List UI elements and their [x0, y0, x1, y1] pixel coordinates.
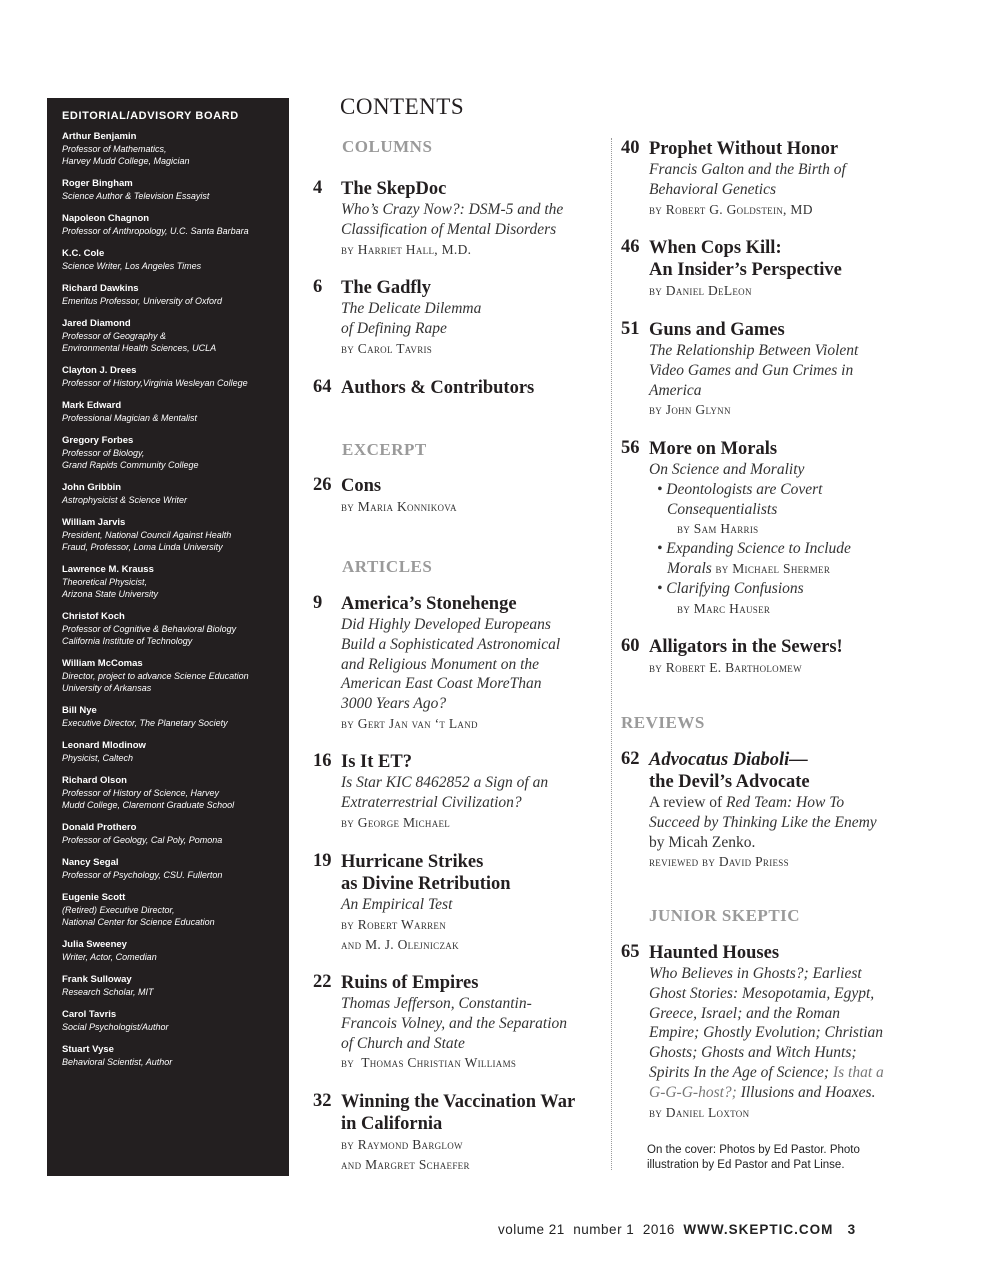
- board-member: [62, 892, 279, 928]
- review-description: A review of Red Team: How To Succeed by Thinking Like the Enemy by Micah Zenko.: [649, 794, 877, 851]
- member-name: Christof Koch: [62, 611, 125, 622]
- page-number: 32: [313, 1091, 332, 1111]
- entry-byline: by Robert Warren and M. J. Olejniczak: [341, 916, 459, 952]
- member-name: Lawrence M. Krauss: [62, 564, 154, 575]
- entry-subtitle: The Delicate Dilemma of Defining Rape: [341, 300, 482, 337]
- page-number: 51: [621, 319, 640, 339]
- member-role: Arizona State University: [62, 589, 159, 599]
- member-role: California Institute of Technology: [62, 636, 193, 646]
- toc-entry-et[interactable]: [313, 751, 603, 832]
- entry-byline: by John Glynn: [649, 402, 731, 418]
- page-number: 22: [313, 972, 332, 992]
- toc-entry-hurricane[interactable]: [313, 851, 603, 954]
- entry-byline: by George Michael: [341, 814, 451, 830]
- page-number: 9: [313, 593, 323, 613]
- member-name: Napoleon Chagnon: [62, 213, 150, 224]
- board-member: [62, 658, 279, 694]
- column-divider: [611, 138, 612, 1170]
- member-role: Mudd College, Claremont Graduate School: [62, 800, 235, 810]
- member-name: Frank Sulloway: [62, 974, 132, 985]
- member-name: Gregory Forbes: [62, 435, 134, 446]
- member-role: Social Psychologist/Author: [62, 1022, 169, 1032]
- member-role: Professional Magician & Mentalist: [62, 413, 198, 423]
- board-members: [62, 131, 279, 1068]
- entry-byline: by Carol Tavris: [341, 340, 433, 356]
- section-articles: ARTICLES: [342, 557, 433, 576]
- board-member: [62, 435, 279, 471]
- entry-subtitle: On Science and Morality: [649, 461, 805, 478]
- page-number: 60: [621, 636, 640, 656]
- entry-title: More on Morals: [649, 439, 778, 459]
- member-role: Harvey Mudd College, Magician: [62, 156, 190, 166]
- entry-title: Guns and Games: [649, 320, 785, 340]
- entry-byline: by Maria Konnikova: [341, 499, 457, 514]
- entry-title: Hurricane Strikes as Divine Retribution: [341, 852, 511, 894]
- entry-subtitle: The Relationship Between Violent Video Games and Gun Crimes in America: [649, 342, 859, 399]
- toc-entry-cons[interactable]: [313, 475, 603, 517]
- toc-entry-cops[interactable]: [621, 237, 911, 301]
- toc-entry-alligators[interactable]: [621, 636, 911, 678]
- member-role: Professor of Mathematics,: [62, 144, 167, 154]
- entry-byline: by Marc Hauser: [677, 600, 771, 616]
- toc-entry-morals[interactable]: [621, 438, 911, 618]
- member-name: William Jarvis: [62, 517, 126, 528]
- entry-subtitle: Did Highly Developed Europeans Build a Sophisticated Astronomical and Religious Monument on the American East Coast MoreThan 3000 Years Ago?: [341, 616, 561, 713]
- member-role: Science Author & Television Essayist: [62, 191, 210, 201]
- board-member: [62, 482, 279, 506]
- page-number: 62: [621, 749, 640, 769]
- entry-title: Haunted Houses: [649, 943, 780, 963]
- member-role: President, National Council Against Health: [62, 530, 232, 540]
- board-member: [62, 775, 279, 811]
- board-member: [62, 1009, 279, 1033]
- page-number: 65: [621, 942, 640, 962]
- entry-title: The Gadfly: [341, 278, 431, 298]
- bullet-deontologists: • Deontologists are Covert Consequentialists: [657, 480, 823, 518]
- board-member: [62, 740, 279, 764]
- member-role: Professor of Cognitive & Behavioral Biology: [62, 624, 237, 634]
- toc-entry-skepdoc[interactable]: [313, 178, 603, 259]
- member-name: Mark Edward: [62, 400, 122, 411]
- page-number: 26: [313, 475, 332, 495]
- entry-byline: by Robert G. Goldstein, MD: [649, 201, 813, 217]
- website-link[interactable]: WWW.SKEPTIC.COM: [683, 1222, 834, 1237]
- member-name: K.C. Cole: [62, 248, 105, 259]
- entry-byline: reviewed by David Priess: [649, 854, 789, 870]
- member-role: Executive Director, The Planetary Society: [62, 718, 228, 728]
- member-role: Theoretical Physicist,: [62, 577, 148, 587]
- member-role: Research Scholar, MIT: [62, 987, 154, 997]
- entry-byline: by Michael Shermer: [711, 560, 831, 576]
- board-member: [62, 178, 279, 202]
- member-name: Richard Olson: [62, 775, 127, 786]
- member-role: Fraud, Professor, Loma Linda University: [62, 542, 223, 552]
- toc-entry-ruins[interactable]: [313, 972, 603, 1073]
- member-name: Stuart Vyse: [62, 1044, 114, 1055]
- member-role: Science Writer, Los Angeles Times: [62, 261, 202, 271]
- toc-entry-vaccination[interactable]: [313, 1091, 603, 1175]
- section-reviews: REVIEWS: [621, 713, 705, 732]
- page-number: 56: [621, 438, 640, 458]
- member-role: Astrophysicist & Science Writer: [62, 495, 188, 505]
- entry-byline: by Robert E. Bartholomew: [649, 660, 802, 675]
- page-number: 46: [621, 237, 640, 257]
- entry-byline: by Sam Harris: [677, 521, 759, 537]
- entry-byline: by Daniel Loxton: [649, 1104, 750, 1120]
- board-member: [62, 857, 279, 881]
- member-name: Donald Prothero: [62, 822, 137, 833]
- member-name: Richard Dawkins: [62, 283, 139, 294]
- bullet-expanding-science: • Expanding Science to Include Morals by Michael Shermer: [657, 540, 851, 577]
- entry-subtitle: Who Believes in Ghosts?; Earliest Ghost Stories: Mesopotamia, Egypt, Greece, Israel; and the Roman Empire; Ghostly Evolution; Christian Ghosts; Ghosts and Witch Hunts; Spirits In the Age of Science; Is that a G-G-G-host?; Illusions and Hoaxes.: [649, 965, 884, 1101]
- board-member: [62, 974, 279, 998]
- member-role: Grand Rapids Community College: [62, 460, 199, 470]
- board-member: [62, 318, 279, 354]
- member-role: Director, project to advance Science Education: [62, 671, 249, 681]
- member-role: University of Arkansas: [62, 683, 152, 693]
- member-role: Professor of Geology, Cal Poly, Pomona: [62, 835, 223, 845]
- member-name: Carol Tavris: [62, 1009, 117, 1020]
- page-number: 64: [313, 377, 332, 397]
- entry-byline: by Thomas Christian Williams: [341, 1055, 517, 1071]
- page-number: 19: [313, 851, 332, 871]
- toc-entry-guns[interactable]: [621, 319, 911, 420]
- page-number: 40: [621, 138, 640, 158]
- board-member: [62, 939, 279, 963]
- page-footer: [498, 1222, 856, 1237]
- member-name: John Gribbin: [62, 482, 122, 493]
- entry-subtitle: Is Star KIC 8462852 a Sign of an Extraterrestrial Civilization?: [341, 774, 549, 811]
- entry-title: Advocatus Diaboli— the Devil’s Advocate: [649, 750, 810, 792]
- board-member: [62, 131, 279, 167]
- member-name: Jared Diamond: [62, 318, 131, 329]
- board-member: [62, 365, 279, 389]
- board-member: [62, 705, 279, 729]
- board-member: [62, 400, 279, 424]
- entry-title: Is It ET?: [341, 752, 412, 772]
- member-role: (Retired) Executive Director,: [62, 905, 175, 915]
- toc-entry-stonehenge[interactable]: [313, 593, 603, 734]
- section-excerpt: EXCERPT: [342, 440, 427, 459]
- board-member: [62, 1044, 279, 1068]
- member-role: National Center for Science Education: [62, 917, 215, 927]
- toc-entry-gadfly[interactable]: [313, 277, 603, 358]
- page-number: 16: [313, 751, 332, 771]
- entry-byline: by Harriet Hall, M.D.: [341, 241, 472, 257]
- entry-title: The SkepDoc: [341, 179, 447, 199]
- cover-credit: On the cover: Photos by Ed Pastor. Photo illustration by Ed Pastor and Pat Linse.: [647, 1144, 860, 1171]
- toc-entry-prophet[interactable]: [621, 138, 911, 219]
- bullet-clarifying: • Clarifying Confusions: [657, 579, 804, 597]
- member-name: Eugenie Scott: [62, 892, 126, 903]
- entry-subtitle: Who’s Crazy Now?: DSM-5 and the Classification of Mental Disorders: [341, 201, 564, 238]
- page-number: 6: [313, 277, 323, 297]
- board-member: [62, 822, 279, 846]
- toc-entry-authors[interactable]: [313, 377, 603, 399]
- entry-byline: by Gert Jan van ‘t Land: [341, 715, 478, 731]
- member-name: Julia Sweeney: [62, 939, 127, 950]
- board-member: [62, 213, 279, 237]
- toc-entry-advocatus[interactable]: [621, 749, 911, 872]
- member-name: Bill Nye: [62, 705, 97, 716]
- member-role: Professor of History of Science, Harvey: [62, 788, 220, 798]
- entry-title: Cons: [341, 476, 382, 496]
- member-role: Emeritus Professor, University of Oxford: [62, 296, 223, 306]
- member-role: Professor of Psychology, CSU. Fullerton: [62, 870, 223, 880]
- entry-title: Authors & Contributors: [341, 378, 535, 398]
- member-name: Leonard Mlodinow: [62, 740, 146, 751]
- board-member: [62, 517, 279, 553]
- editorial-board: [47, 98, 289, 1176]
- page-number-footer: 3: [847, 1222, 857, 1237]
- member-name: Clayton J. Drees: [62, 365, 137, 376]
- member-role: Writer, Actor, Comedian: [62, 952, 157, 962]
- member-role: Environmental Health Sciences, UCLA: [62, 343, 217, 353]
- contents-title: CONTENTS: [340, 94, 465, 119]
- entry-title: Ruins of Empires: [341, 973, 479, 993]
- board-title: EDITORIAL/ADVISORY BOARD: [62, 110, 239, 122]
- member-name: Nancy Segal: [62, 857, 119, 868]
- member-role: Professor of Biology,: [62, 448, 145, 458]
- member-role: Professor of Anthropology, U.C. Santa Barbara: [62, 226, 249, 236]
- entry-title: When Cops Kill: An Insider’s Perspective: [649, 238, 842, 280]
- entry-title: Winning the Vaccination War in California: [341, 1092, 576, 1134]
- member-name: Arthur Benjamin: [62, 131, 137, 142]
- member-name: William McComas: [62, 658, 143, 669]
- entry-subtitle: Thomas Jefferson, Constantin- Francois Volney, and the Separation of Church and State: [341, 995, 568, 1052]
- member-role: Behavioral Scientist, Author: [62, 1057, 173, 1067]
- entry-title: Alligators in the Sewers!: [649, 637, 843, 657]
- board-member: [62, 248, 279, 272]
- entry-title: Prophet Without Honor: [649, 139, 839, 159]
- board-member: [62, 611, 279, 647]
- section-columns: COLUMNS: [342, 137, 433, 156]
- board-member: [62, 283, 279, 307]
- page-number: 4: [313, 178, 323, 198]
- entry-byline: by Raymond Barglow and Margret Schaefer: [341, 1137, 470, 1172]
- member-name: Roger Bingham: [62, 178, 133, 189]
- entry-subtitle: Francis Galton and the Birth of Behavioral Genetics: [649, 161, 846, 198]
- member-role: Physicist, Caltech: [62, 753, 134, 763]
- entry-byline: by Daniel DeLeon: [649, 283, 752, 298]
- issue-info: volume 21 number 1 2016: [498, 1222, 684, 1237]
- entry-subtitle: An Empirical Test: [341, 896, 453, 913]
- entry-title: America’s Stonehenge: [341, 594, 517, 614]
- toc-entry-haunted[interactable]: [621, 942, 911, 1122]
- board-member: [62, 564, 279, 600]
- section-junior-skeptic: JUNIOR SKEPTIC: [649, 906, 801, 925]
- member-role: Professor of History,Virginia Wesleyan College: [62, 378, 248, 388]
- member-role: Professor of Geography &: [62, 331, 167, 341]
